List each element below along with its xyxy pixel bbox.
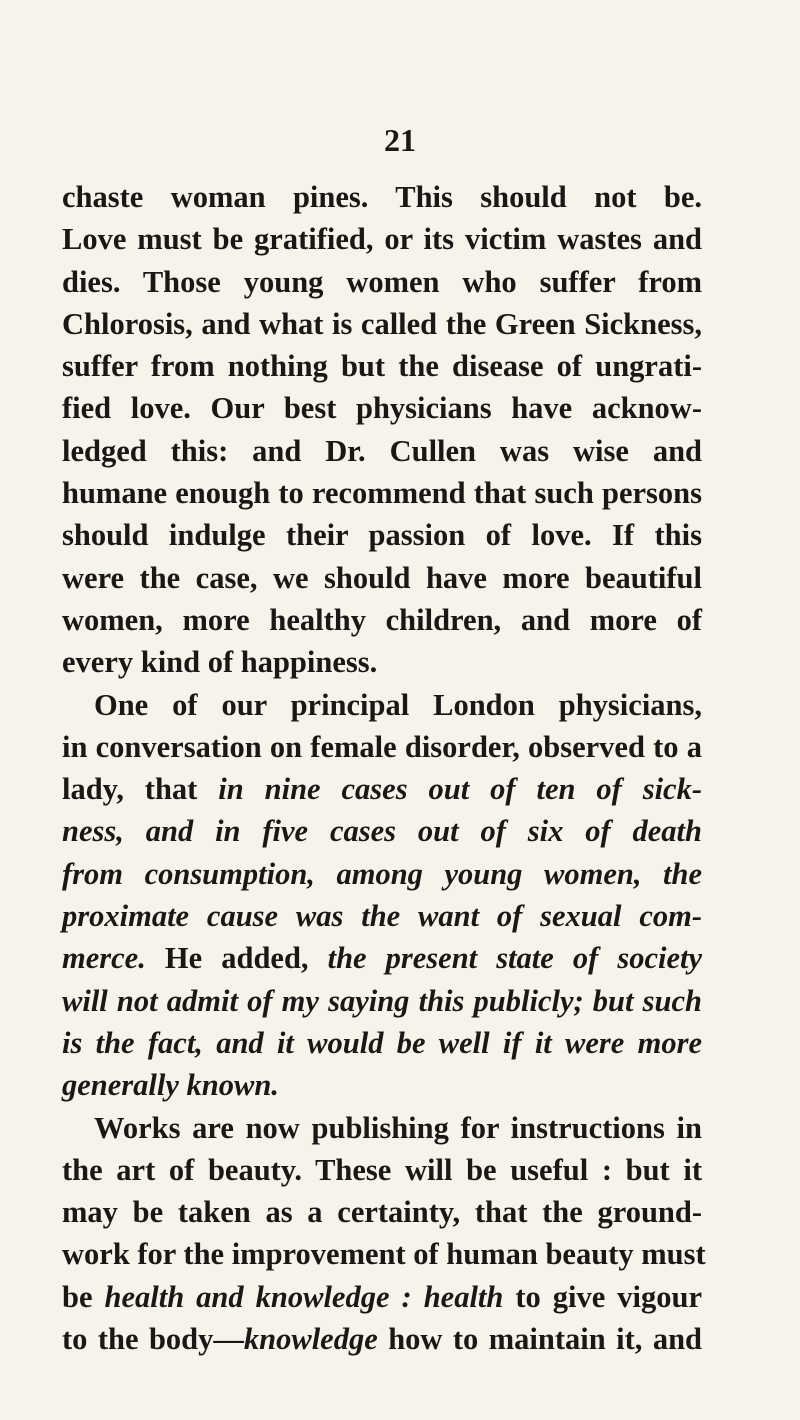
italic-text: proximate cause was the want of sexual com- (62, 899, 702, 934)
text-segment: to the body— (62, 1322, 244, 1357)
text-line (62, 810, 702, 852)
text-segment: dies. Those young women who suffer from (62, 264, 702, 299)
text-segment: to give vigour (503, 1279, 703, 1314)
text-line (62, 1149, 702, 1191)
text-segment: every kind of happiness. (62, 645, 378, 680)
italic-text: generally known. (62, 1068, 279, 1103)
text-segment: Love must be gratified, or its victim wastes and (62, 222, 702, 257)
text-line (62, 980, 702, 1022)
italic-text: ness, and in five cases out of six of death (62, 814, 702, 849)
text-line (62, 641, 702, 683)
page-number: 21 (384, 122, 416, 158)
text-segment: lady, that (62, 772, 219, 807)
italic-text: in nine cases out of ten of sick- (218, 772, 703, 807)
text-segment: fied love. Our best physicians have acknow- (62, 391, 702, 426)
italic-text: health and knowledge : (104, 1279, 412, 1314)
text-line (62, 430, 702, 472)
text-line (62, 684, 702, 726)
text-line (62, 472, 702, 514)
text-segment: One of our principal London physicians, (94, 687, 702, 722)
text-segment: should indulge their passion of love. If this (62, 518, 702, 553)
body-text (62, 176, 706, 1360)
text-segment: work for the improvement of human beauty must (62, 1237, 706, 1272)
text-line (62, 895, 702, 937)
text-segment: suffer from nothing but the disease of ungrati- (62, 349, 702, 384)
italic-text: the present state of society (327, 941, 702, 976)
text-line (62, 1064, 702, 1106)
text-segment: how to maintain it, and (377, 1322, 702, 1357)
text-line (62, 176, 702, 218)
text-segment: in conversation on female disorder, observed to a (62, 729, 702, 764)
italic-text: health (423, 1279, 504, 1314)
text-segment: He added, (145, 941, 328, 976)
text-line (62, 937, 702, 979)
text-segment: women, more healthy children, and more of (62, 602, 702, 637)
text-line (62, 1107, 702, 1149)
text-segment: chaste woman pines. This should not be. (62, 180, 702, 214)
text-line (62, 726, 702, 768)
text-line (62, 1276, 702, 1318)
text-line (62, 853, 702, 895)
text-line (62, 218, 702, 260)
text-segment: were the case, we should have more beautiful (62, 560, 702, 595)
italic-text: merce. (62, 941, 146, 976)
text-line (62, 768, 702, 810)
text-line (62, 1318, 702, 1360)
text-line (62, 387, 702, 429)
text-segment: may be taken as a certainty, that the ground- (62, 1195, 702, 1230)
text-line (62, 303, 702, 345)
text-segment: Chlorosis, and what is called the Green Sickness, (62, 306, 702, 341)
text-line (62, 1233, 706, 1275)
text-segment: ledged this: and Dr. Cullen was wise and (62, 433, 702, 468)
italic-text: from consumption, among young women, the (62, 856, 702, 891)
text-segment: humane enough to recommend that such persons (62, 476, 702, 511)
text-line (62, 261, 702, 303)
text-line (62, 514, 702, 556)
italic-text: will not admit of my saying this publicly; but such (62, 983, 702, 1018)
italic-text: is the fact, and it would be well if it were more (62, 1025, 702, 1060)
text-line (62, 345, 702, 387)
text-segment: the art of beauty. These will be useful : but it (62, 1152, 702, 1187)
text-segment: Works are now publishing for instructions in (94, 1110, 702, 1145)
text-line (62, 1022, 702, 1064)
text-line (62, 1191, 702, 1233)
italic-text: knowledge (243, 1322, 378, 1357)
text-line (62, 599, 702, 641)
text-line (62, 557, 702, 599)
text-segment: be (62, 1279, 105, 1314)
text-segment (412, 1280, 424, 1314)
